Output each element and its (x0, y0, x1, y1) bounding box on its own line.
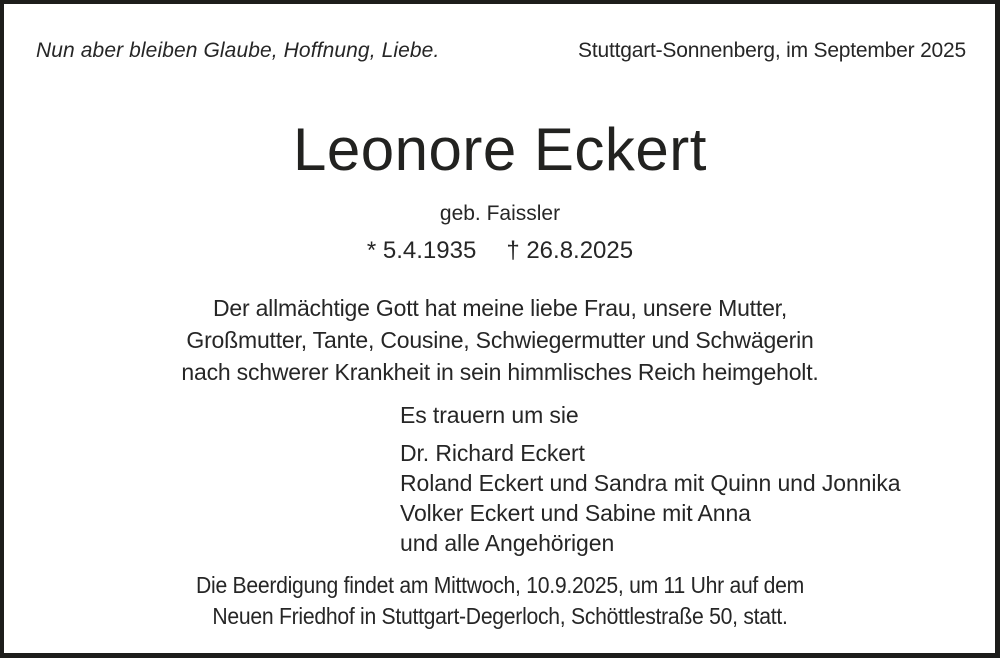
mourner-entry: Volker Eckert und Sabine mit Anna (400, 500, 751, 526)
obituary-line: Der allmächtige Gott hat meine liebe Frau, unsere Mutter, (212, 295, 788, 321)
mourning-section (400, 402, 996, 558)
mourning-intro: Es trauern um sie (400, 402, 579, 428)
funeral-details (44, 570, 957, 632)
obituary-line: Großmutter, Tante, Cousine, Schwiegermutter und Schwägerin (186, 327, 814, 353)
life-dates (4, 238, 996, 264)
obituary-text (4, 292, 996, 388)
mourners-list (400, 438, 996, 558)
mourner-entry: und alle Angehörigen (400, 530, 615, 556)
funeral-line: Neuen Friedhof in Stuttgart-Degerloch, Schöttlestraße 50, statt. (212, 603, 788, 629)
deceased-birth-name: geb. Faissler (439, 202, 561, 225)
place-dateline: Stuttgart-Sonnenberg, im September 2025 (578, 39, 966, 62)
birth-date: * 5.4.1935 (366, 237, 477, 264)
obituary-line: nach schwerer Krankheit in sein himmlisches Reich heimgeholt. (181, 359, 819, 385)
mourner-entry: Roland Eckert und Sandra mit Quinn und Jonnika (400, 470, 901, 496)
deceased-name: Leonore Eckert (293, 116, 707, 183)
mourner-entry: Dr. Richard Eckert (400, 440, 585, 466)
death-date: † 26.8.2025 (506, 237, 634, 264)
funeral-line: Die Beerdigung findet am Mittwoch, 10.9.2025, um 11 Uhr auf dem (196, 572, 804, 598)
notice-topline (4, 38, 996, 64)
scripture-motto: Nun aber bleiben Glaube, Hoffnung, Liebe. (36, 39, 440, 62)
